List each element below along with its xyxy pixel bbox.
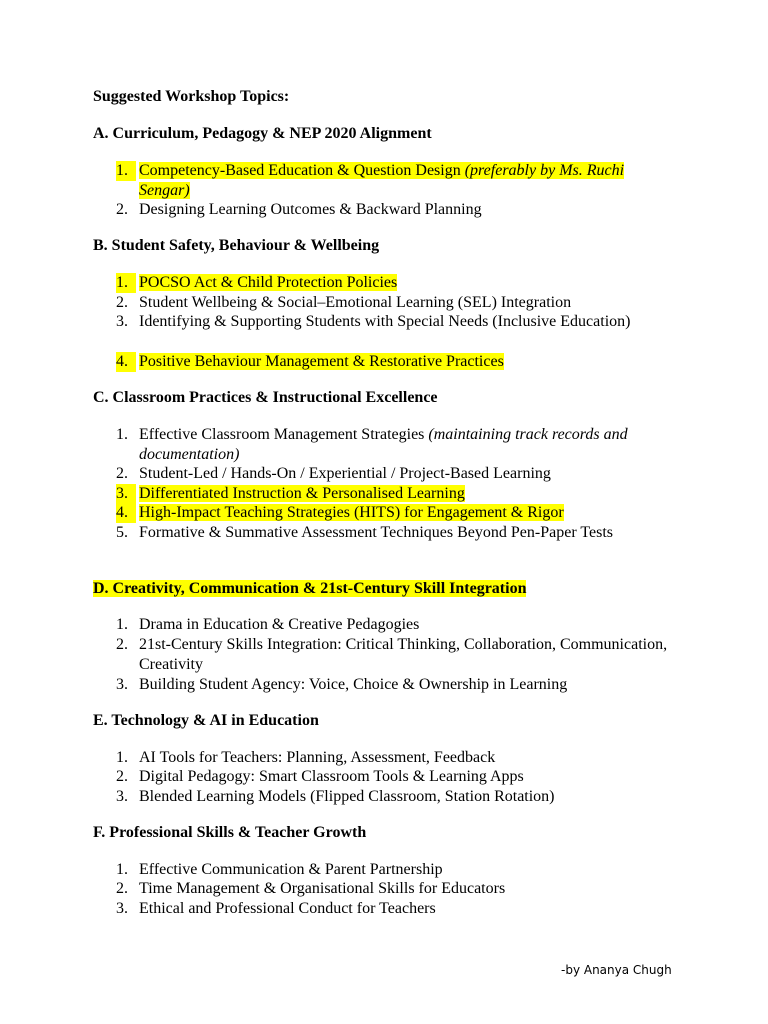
section-heading-f: F. Professional Skills & Teacher Growth [93,824,367,841]
list-item: 2. 21st-Century Skills Integration: Critical Thinking, Collaboration, Communication, Creativity [116,636,668,673]
list-item: 2. Time Management & Organisational Skills for Educators [116,880,506,897]
list-item: 2. Designing Learning Outcomes & Backward Planning [116,201,482,218]
list-item: 4. Positive Behaviour Management & Restorative Practices [116,353,504,370]
list-item: 2. Student Wellbeing & Social–Emotional Learning (SEL) Integration [116,294,572,311]
list-item: 1. Competency-Based Education & Question Design (preferably by Ms. Ruchi Sengar) [116,162,625,199]
list-item: 1. Effective Communication & Parent Partnership [116,861,443,878]
list-item: 1. AI Tools for Teachers: Planning, Assessment, Feedback [116,749,496,766]
list-item: 1. POCSO Act & Child Protection Policies [116,274,398,291]
list-item: 1. Drama in Education & Creative Pedagogies [116,616,420,633]
section-heading-d: D. Creativity, Communication & 21st-Century Skill Integration [93,580,527,597]
section-heading-a: A. Curriculum, Pedagogy & NEP 2020 Alignment [93,125,432,142]
list-item: 1. Effective Classroom Management Strategies (maintaining track records and documentation) [116,426,628,463]
list-item: 3. Differentiated Instruction & Personalised Learning [116,485,465,502]
list-item: 3. Building Student Agency: Voice, Choice & Ownership in Learning [116,676,568,693]
section-heading-c: C. Classroom Practices & Instructional Excellence [93,389,438,406]
list-item: 2. Student-Led / Hands-On / Experiential / Project-Based Learning [116,465,551,482]
list-item: 3. Blended Learning Models (Flipped Classroom, Station Rotation) [116,788,555,805]
list-item: 4. High-Impact Teaching Strategies (HITS) for Engagement & Rigor [116,504,564,521]
list-item: 5. Formative & Summative Assessment Techniques Beyond Pen-Paper Tests [116,524,614,541]
author-signature: -by Ananya Chugh [561,963,672,977]
list-item: 2. Digital Pedagogy: Smart Classroom Tools & Learning Apps [116,768,524,785]
section-heading-b: B. Student Safety, Behaviour & Wellbeing [93,237,380,254]
list-item: 3. Ethical and Professional Conduct for Teachers [116,900,436,917]
section-heading-e: E. Technology & AI in Education [93,712,319,729]
page-title: Suggested Workshop Topics: [93,88,290,105]
list-item: 3. Identifying & Supporting Students with Special Needs (Inclusive Education) [116,313,631,330]
